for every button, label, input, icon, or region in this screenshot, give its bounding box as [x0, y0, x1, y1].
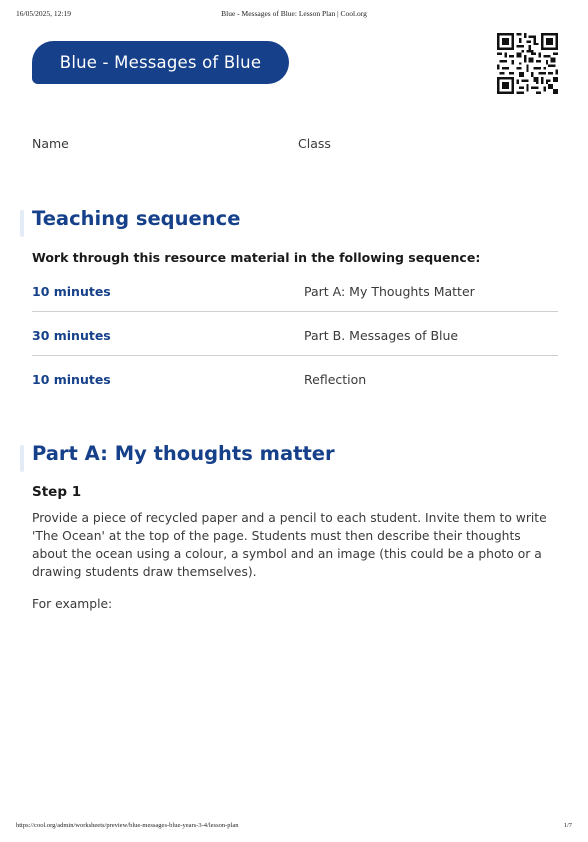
sequence-table [32, 268, 558, 399]
example-paragraph: For example: [32, 597, 113, 611]
sequence-row [32, 268, 558, 312]
sequence-time: 10 minutes [32, 372, 111, 387]
step-heading: Step 1 [32, 484, 82, 500]
section-accent-bar [20, 210, 24, 237]
page-title: Blue - Messages of Blue [32, 41, 289, 84]
sequence-row [32, 356, 558, 399]
sequence-intro: Work through this resource material in the following sequence: [32, 250, 481, 265]
section-accent-bar [20, 445, 24, 472]
sequence-activity: Part A: My Thoughts Matter [304, 284, 475, 299]
sequence-time: 30 minutes [32, 328, 111, 343]
qr-code-icon [497, 33, 558, 94]
print-date: 16/05/2025, 12:19 [16, 9, 72, 18]
page-number: 1/7 [563, 822, 572, 829]
teaching-sequence-heading: Teaching sequence [32, 207, 241, 230]
print-footer [16, 822, 572, 834]
print-url: https://cool.org/admin/worksheets/preview/blue-messages-blue-years-3-4/lesson-plan [16, 822, 239, 829]
sequence-time: 10 minutes [32, 284, 111, 299]
print-title: Blue - Messages of Blue: Lesson Plan | Cool.org [221, 9, 367, 18]
name-field-label: Name [32, 136, 69, 151]
sequence-activity: Part B. Messages of Blue [304, 328, 459, 343]
part-a-heading: Part A: My thoughts matter [32, 442, 335, 465]
sequence-activity: Reflection [304, 372, 367, 387]
class-field-label: Class [298, 136, 331, 151]
print-header [16, 9, 572, 21]
step-paragraph: Provide a piece of recycled paper and a pencil to each student. Invite them to write 'The Ocean' at the top of the page. Students must then describe their thoughts about the ocean using a colour, a symbol and an image (this could be a photo or a drawing students draw themselves). [32, 511, 547, 579]
sequence-row [32, 312, 558, 356]
